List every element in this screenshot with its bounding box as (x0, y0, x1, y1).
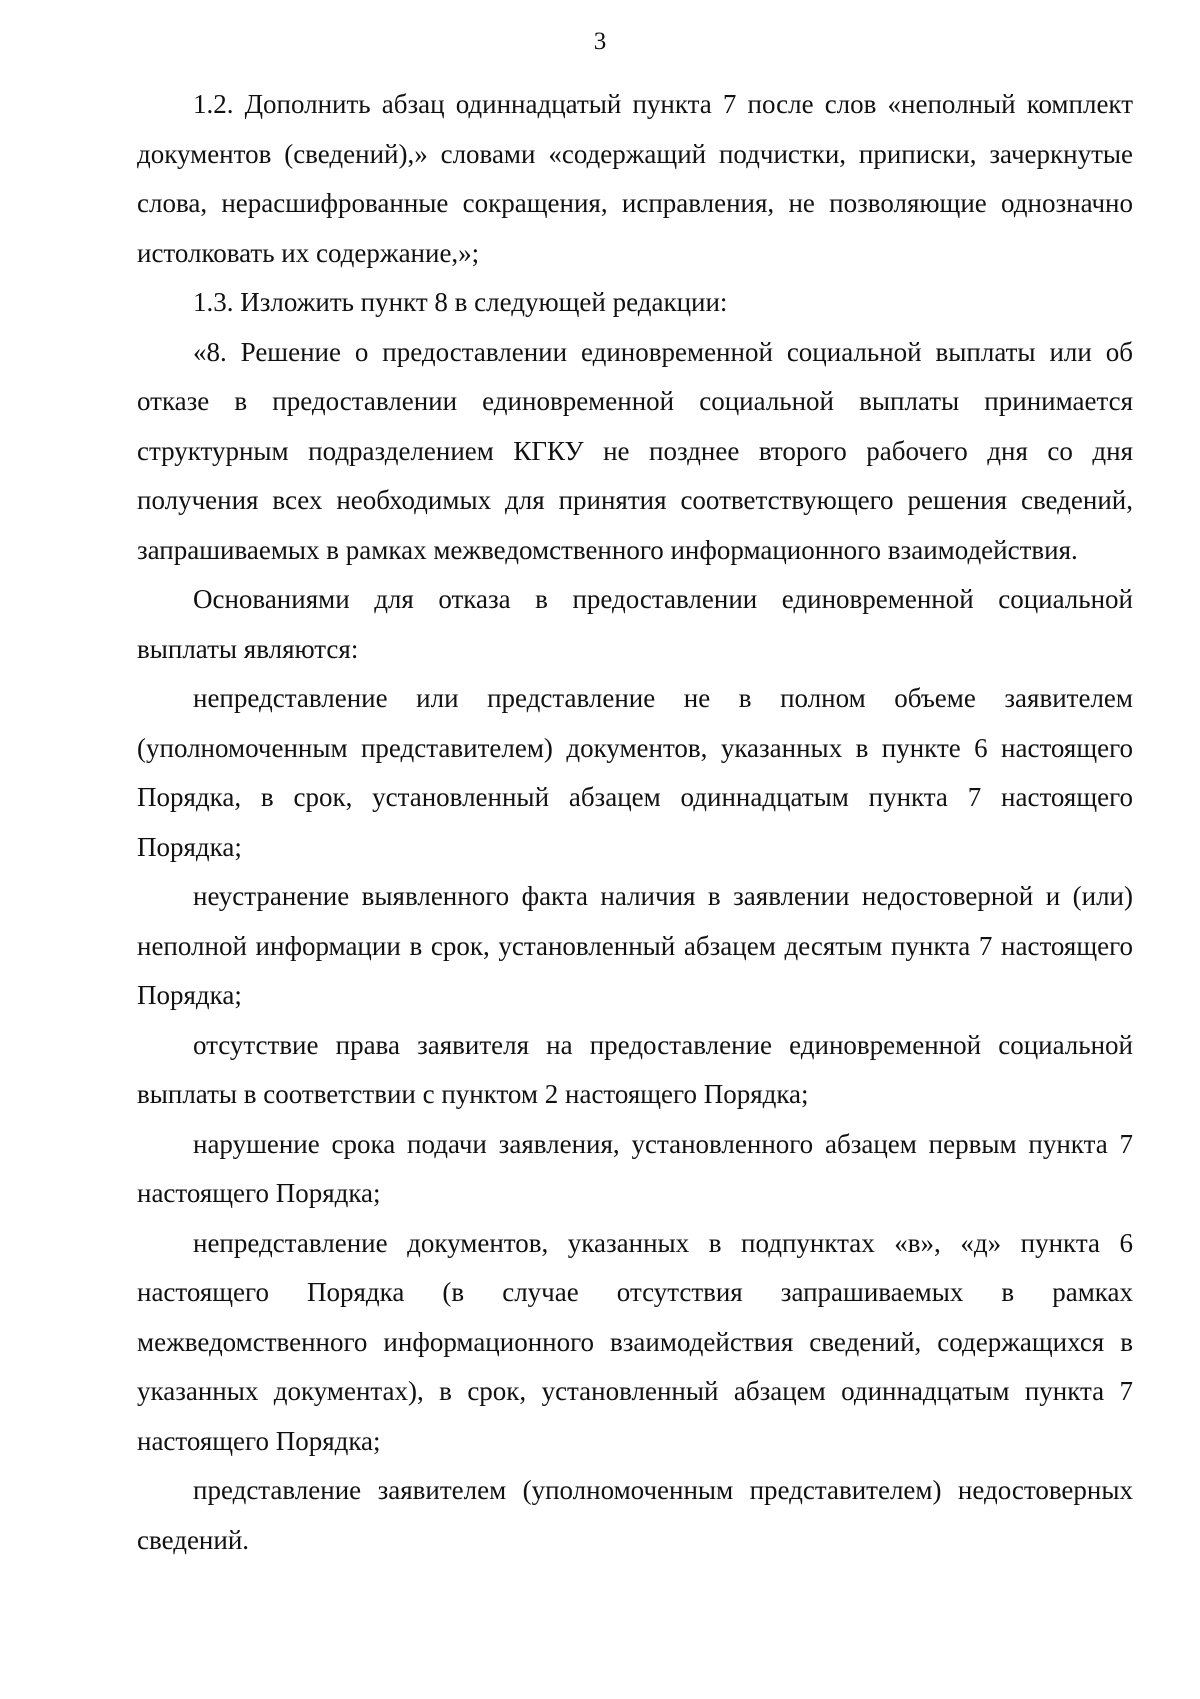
paragraph-point-8: «8. Решение о предоставлении единовременной социальной выплаты или об отказе в предоставлении единовременной социальной выплаты принимается структурным подразделением КГКУ не позднее второго рабочего дня со дня получения всех необходимых для принятия соответствующего решения сведений, запрашиваемых в рамках межведомственного информационного взаимодействия. (137, 336, 1133, 565)
paragraph-ground-deadline: нарушение срока подачи заявления, установленного абзацем первым пункта 7 настоящего Порядка; (137, 1128, 1133, 1208)
paragraph-ground-false-info: неустранение выявленного факта наличия в заявлении недостоверной и (или) неполной информации в срок, установленный абзацем десятым пункта 7 настоящего Порядка; (137, 881, 1133, 1010)
document-body (137, 80, 1133, 1565)
paragraph-refusal-grounds: Основаниями для отказа в предоставлении единовременной социальной выплаты являются: (137, 584, 1133, 664)
paragraph-1-2: 1.2. Дополнить абзац одиннадцатый пункта 7 после слов «неполный комплект документов (сведений),» словами «содержащий подчистки, приписки, зачеркнутые слова, нерасшифрованные сокращения, исправления, не позволяющие однозначно истолковать их содержание,»; (137, 89, 1133, 268)
page-number: 3 (593, 28, 607, 55)
paragraph-ground-subpoints: непредставление документов, указанных в подпунктах «в», «д» пункта 6 настоящего Порядка (в случае отсутствия запрашиваемых в рамках межведомственного информационного взаимодействия сведений, содержащихся в указанных документах), в срок, установленный абзацем одиннадцатым пункта 7 настоящего Порядка; (137, 1227, 1133, 1456)
paragraph-1-3: 1.3. Изложить пункт 8 в следующей редакции: (193, 287, 728, 317)
paragraph-ground-documents: непредставление или представление не в полном объеме заявителем (уполномоченным представителем) документов, указанных в пункте 6 настоящего Порядка, в срок, установленный абзацем одиннадцатым пункта 7 настоящего Порядка; (137, 683, 1133, 862)
paragraph-ground-unreliable: представление заявителем (уполномоченным представителем) недостоверных сведений. (137, 1475, 1133, 1555)
paragraph-ground-no-right: отсутствие права заявителя на предоставление единовременной социальной выплаты в соответствии с пунктом 2 настоящего Порядка; (137, 1029, 1133, 1109)
